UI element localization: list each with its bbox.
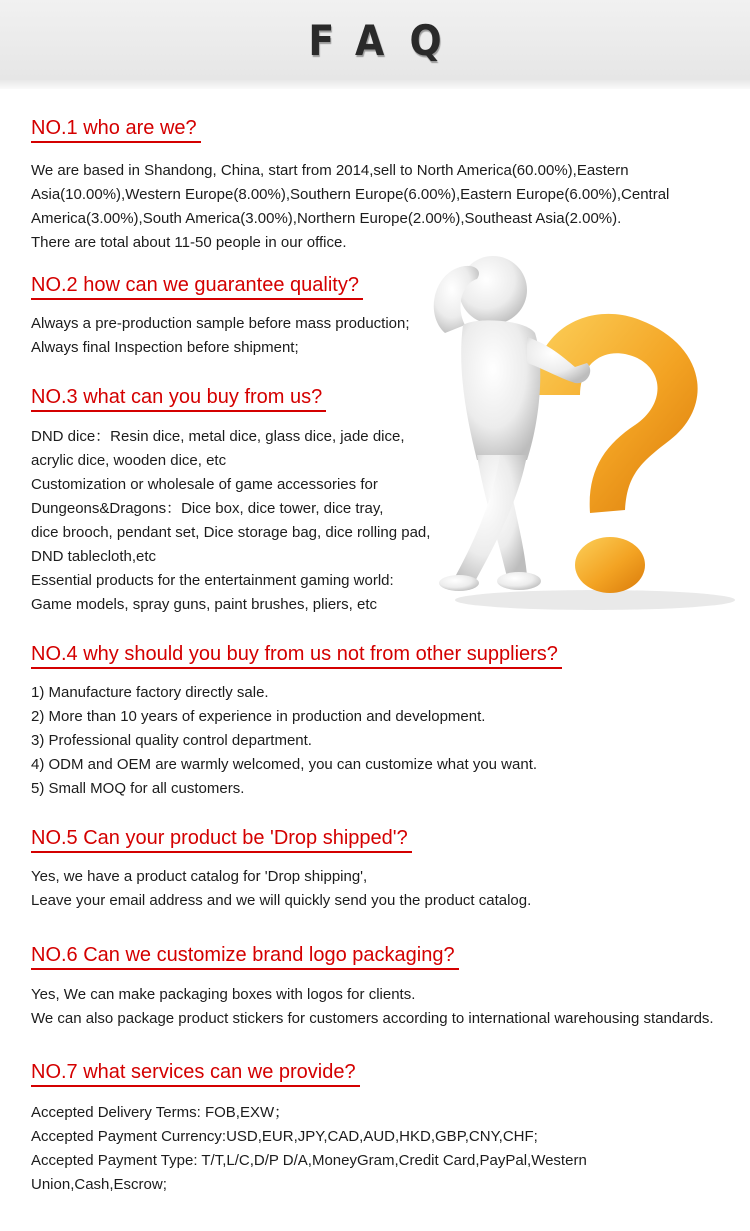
text-line: There are total about 11-50 people in our office. (31, 234, 347, 251)
text-line: Customization or wholesale of game accessories for (31, 476, 378, 493)
text-line: Union,Cash,Escrow; (31, 1176, 167, 1193)
text-line: We are based in Shandong, China, start from 2014,sell to North America(60.00%),Eastern (31, 162, 629, 179)
section-body (31, 159, 669, 255)
section-body (31, 681, 562, 801)
text-line: 4) ODM and OEM are warmly welcomed, you can customize what you want. (31, 756, 538, 773)
faq-section-4 (31, 642, 562, 801)
section-heading: NO.1 who are we? (31, 116, 201, 143)
section-body (31, 312, 410, 360)
text-line: Essential products for the entertainment gaming world: (31, 572, 394, 589)
banner-shadow (0, 80, 750, 89)
text-line: Always final Inspection before shipment; (31, 339, 299, 356)
text-line: Accepted Payment Type: T/T,L/C,D/P D/A,MoneyGram,Credit Card,PayPal,Western (31, 1152, 587, 1169)
text-line: Leave your email address and we will quickly send you the product catalog. (31, 892, 532, 909)
faq-section-1 (31, 116, 669, 255)
section-heading: NO.4 why should you buy from us not from other suppliers? (31, 642, 562, 669)
text-line: Asia(10.00%),Western Europe(8.00%),Southern Europe(6.00%),Eastern Europe(6.00%),Central (31, 186, 670, 203)
text-line: Dungeons&Dragons：Dice box, dice tower, dice tray, (31, 500, 384, 517)
text-line: dice brooch, pendant set, Dice storage bag, dice rolling pad, (31, 524, 431, 541)
section-body (31, 983, 714, 1031)
section-body (31, 425, 430, 617)
text-line: Accepted Delivery Terms: FOB,EXW； (31, 1104, 290, 1121)
text-line: acrylic dice, wooden dice, etc (31, 452, 227, 469)
section-heading: NO.6 Can we customize brand logo packaging? (31, 943, 459, 970)
section-body (31, 865, 531, 913)
text-line: Yes, we have a product catalog for 'Drop shipping', (31, 868, 368, 885)
faq-section-7 (31, 1060, 587, 1197)
text-line: 1) Manufacture factory directly sale. (31, 684, 269, 701)
thinking-person-question-mark-icon (415, 245, 735, 625)
text-line: 2) More than 10 years of experience in production and development. (31, 708, 486, 725)
text-line: DND tablecloth,etc (31, 548, 157, 565)
faq-section-5 (31, 826, 531, 913)
section-heading: NO.5 Can your product be 'Drop shipped'? (31, 826, 412, 853)
section-heading: NO.2 how can we guarantee quality? (31, 273, 363, 300)
text-line: Yes, We can make packaging boxes with logos for clients. (31, 986, 416, 1003)
section-heading: NO.7 what services can we provide? (31, 1060, 360, 1087)
faq-title: FAQ (308, 16, 467, 65)
text-line: DND dice：Resin dice, metal dice, glass dice, jade dice, (31, 428, 405, 445)
text-line: 5) Small MOQ for all customers. (31, 780, 245, 797)
faq-section-6 (31, 943, 714, 1031)
text-line: Game models, spray guns, paint brushes, pliers, etc (31, 596, 377, 613)
text-line: 3) Professional quality control department. (31, 732, 312, 749)
section-heading: NO.3 what can you buy from us? (31, 385, 326, 412)
text-line: Accepted Payment Currency:USD,EUR,JPY,CAD,AUD,HKD,GBP,CNY,CHF; (31, 1128, 538, 1145)
text-line: We can also package product stickers for customers according to international warehousing standards. (31, 1010, 714, 1027)
text-line: Always a pre-production sample before mass production; (31, 315, 410, 332)
text-line: America(3.00%),South America(3.00%),Northern Europe(2.00%),Southeast Asia(2.00%). (31, 210, 622, 227)
section-body (31, 1101, 587, 1197)
faq-section-2 (31, 273, 410, 360)
faq-section-3 (31, 385, 430, 617)
